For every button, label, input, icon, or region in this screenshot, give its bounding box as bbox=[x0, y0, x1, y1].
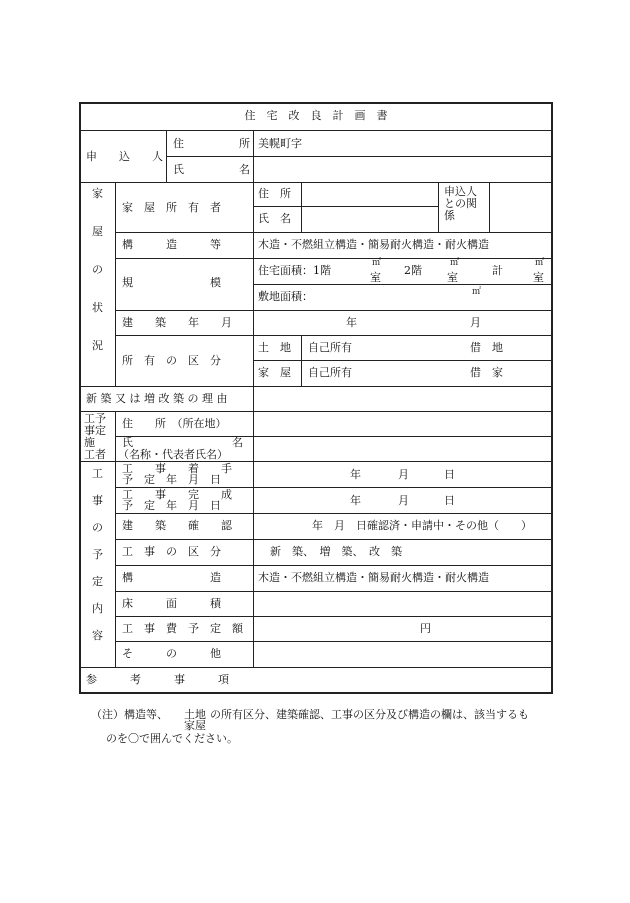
sqm-unit: ㎡ bbox=[372, 258, 382, 268]
page-title: 住 宅 改 良 計 画 書 bbox=[244, 109, 388, 122]
applicant-address-value: 美幌町字 bbox=[258, 137, 302, 150]
border-left bbox=[79, 102, 81, 694]
plan-structure-label: 構 造 bbox=[122, 571, 221, 584]
other-label: そ の 他 bbox=[122, 647, 221, 660]
structure-label: 構 造 等 bbox=[122, 238, 221, 251]
approval-label: 建 築 確 認 bbox=[122, 519, 232, 532]
rule bbox=[253, 182, 254, 667]
contractor-side: 事定 bbox=[84, 424, 106, 437]
note-line-1a: （注）構造等、 bbox=[91, 708, 168, 721]
contractor-name-sub: （名称・代表者氏名） bbox=[118, 448, 228, 461]
rule bbox=[115, 310, 552, 311]
rule bbox=[115, 616, 552, 617]
contractor-side: 施 bbox=[84, 436, 95, 449]
rule bbox=[115, 411, 116, 461]
built-year: 年 bbox=[346, 316, 357, 329]
completion-month: 月 bbox=[398, 494, 409, 507]
reason-label: 新 築 又 は 増 改 築 の 理 由 bbox=[86, 392, 228, 405]
border-top bbox=[79, 102, 552, 104]
completion-day: 日 bbox=[444, 494, 455, 507]
rule bbox=[253, 130, 254, 182]
leased-house: 借 家 bbox=[470, 366, 503, 379]
rule bbox=[115, 513, 552, 514]
owner-label: 家 屋 所 有 者 bbox=[122, 201, 221, 214]
relation-label: 係 bbox=[444, 209, 455, 222]
rule bbox=[301, 182, 302, 232]
completion-label: 工 事 完 成 bbox=[122, 488, 232, 501]
plan-side-char: 工 bbox=[92, 467, 103, 480]
contractor-address-label: 住 所 （所在地） bbox=[122, 417, 227, 430]
owner-name-label: 氏 名 bbox=[258, 212, 291, 225]
border-bottom bbox=[79, 692, 552, 694]
relation-label: 申込人 bbox=[444, 185, 477, 198]
start-scheduled-date: 予 定 年 月 日 bbox=[122, 473, 221, 486]
house-side-char: 況 bbox=[92, 339, 103, 352]
rule bbox=[79, 386, 552, 387]
rule bbox=[115, 565, 552, 566]
rule bbox=[115, 258, 552, 259]
house-side-char: 屋 bbox=[92, 225, 103, 238]
rule bbox=[253, 206, 438, 207]
start-month: 月 bbox=[398, 468, 409, 481]
plan-side-char: 予 bbox=[92, 548, 103, 561]
house-side-char: 家 bbox=[92, 187, 103, 200]
plan-side-char: 容 bbox=[92, 629, 103, 642]
rule bbox=[79, 130, 552, 131]
approval-value: 年 月 日確認済・申請中・その他（ ） bbox=[312, 519, 532, 532]
built-label: 建 築 年 月 bbox=[122, 316, 232, 329]
rule bbox=[115, 461, 116, 667]
floor-label: 床 面 積 bbox=[122, 597, 221, 610]
sqm-unit: ㎡ bbox=[472, 287, 482, 297]
start-day: 日 bbox=[444, 468, 455, 481]
room-unit: 室 bbox=[533, 271, 544, 284]
rule bbox=[115, 591, 552, 592]
floor-area-label: 住宅面積：1階 bbox=[258, 264, 331, 277]
leased-land: 借 地 bbox=[470, 341, 503, 354]
rule bbox=[253, 284, 552, 285]
completion-year: 年 bbox=[350, 494, 361, 507]
rule bbox=[166, 130, 167, 182]
rule bbox=[79, 667, 552, 668]
border-right bbox=[551, 102, 553, 694]
rule bbox=[115, 335, 552, 336]
contractor-side: 工者 bbox=[84, 448, 106, 461]
rule bbox=[438, 182, 439, 232]
structure-value: 木造・不燃組立構造・簡易耐火構造・耐火構造 bbox=[258, 238, 489, 251]
note-line-2: のを〇で囲んでください。 bbox=[106, 732, 238, 745]
room-unit: 室 bbox=[447, 271, 458, 284]
sqm-unit: ㎡ bbox=[535, 258, 545, 268]
rule bbox=[115, 182, 116, 386]
rule bbox=[115, 539, 552, 540]
applicant-name-label: 氏 名 bbox=[173, 163, 250, 176]
relation-label: との関 bbox=[444, 197, 477, 210]
building-label: 家 屋 bbox=[258, 366, 291, 379]
site-area-label: 敷地面積： bbox=[258, 290, 313, 303]
land-self-owned: 自己所有 bbox=[308, 341, 352, 354]
category-value: 新 築、 増 築、 改 築 bbox=[270, 545, 402, 558]
plan-side-char: 定 bbox=[92, 575, 103, 588]
rule bbox=[166, 156, 552, 157]
rule bbox=[115, 232, 552, 233]
applicant-address-label: 住 所 bbox=[173, 137, 250, 150]
rule bbox=[115, 641, 552, 642]
start-year: 年 bbox=[350, 468, 361, 481]
category-label: 工 事 の 区 分 bbox=[122, 545, 221, 558]
plan-side-char: の bbox=[92, 521, 103, 534]
house-side-char: の bbox=[92, 263, 103, 276]
cost-label: 工 事 費 予 定 額 bbox=[122, 622, 243, 635]
house-self-owned: 自己所有 bbox=[308, 366, 352, 379]
house-side-char: 状 bbox=[92, 301, 103, 314]
applicant-label: 申 込 人 bbox=[86, 150, 163, 163]
note-line-1b: の所有区分、建築確認、工事の区分及び構造の欄は、該当するも bbox=[210, 708, 529, 721]
completion-scheduled-date: 予 定 年 月 日 bbox=[122, 499, 221, 512]
rule bbox=[79, 182, 552, 183]
rule bbox=[79, 411, 552, 412]
contractor-side: 工予 bbox=[84, 412, 106, 425]
plan-structure-value: 木造・不燃組立構造・簡易耐火構造・耐火構造 bbox=[258, 571, 489, 584]
sqm-unit: ㎡ bbox=[450, 258, 460, 268]
rule bbox=[489, 182, 490, 232]
total-label: 計 bbox=[492, 264, 503, 277]
owner-address-label: 住 所 bbox=[258, 187, 291, 200]
reference-label: 参 考 事 項 bbox=[86, 673, 229, 686]
scale-label: 規 模 bbox=[122, 276, 221, 289]
second-floor-label: 2階 bbox=[404, 264, 422, 277]
plan-side-char: 内 bbox=[92, 602, 103, 615]
plan-side-char: 事 bbox=[92, 494, 103, 507]
contractor-name-label: 氏 名 bbox=[122, 436, 243, 449]
room-unit: 室 bbox=[370, 271, 381, 284]
cost-unit: 円 bbox=[420, 622, 431, 635]
land-label: 土 地 bbox=[258, 341, 291, 354]
ownership-label: 所 有 の 区 分 bbox=[122, 354, 221, 367]
start-label: 工 事 着 手 bbox=[122, 462, 232, 475]
note-land-word: 土地 bbox=[184, 708, 206, 721]
built-month: 月 bbox=[470, 316, 481, 329]
note-house-word: 家屋 bbox=[184, 719, 206, 732]
rule bbox=[253, 360, 552, 361]
rule bbox=[301, 335, 302, 386]
